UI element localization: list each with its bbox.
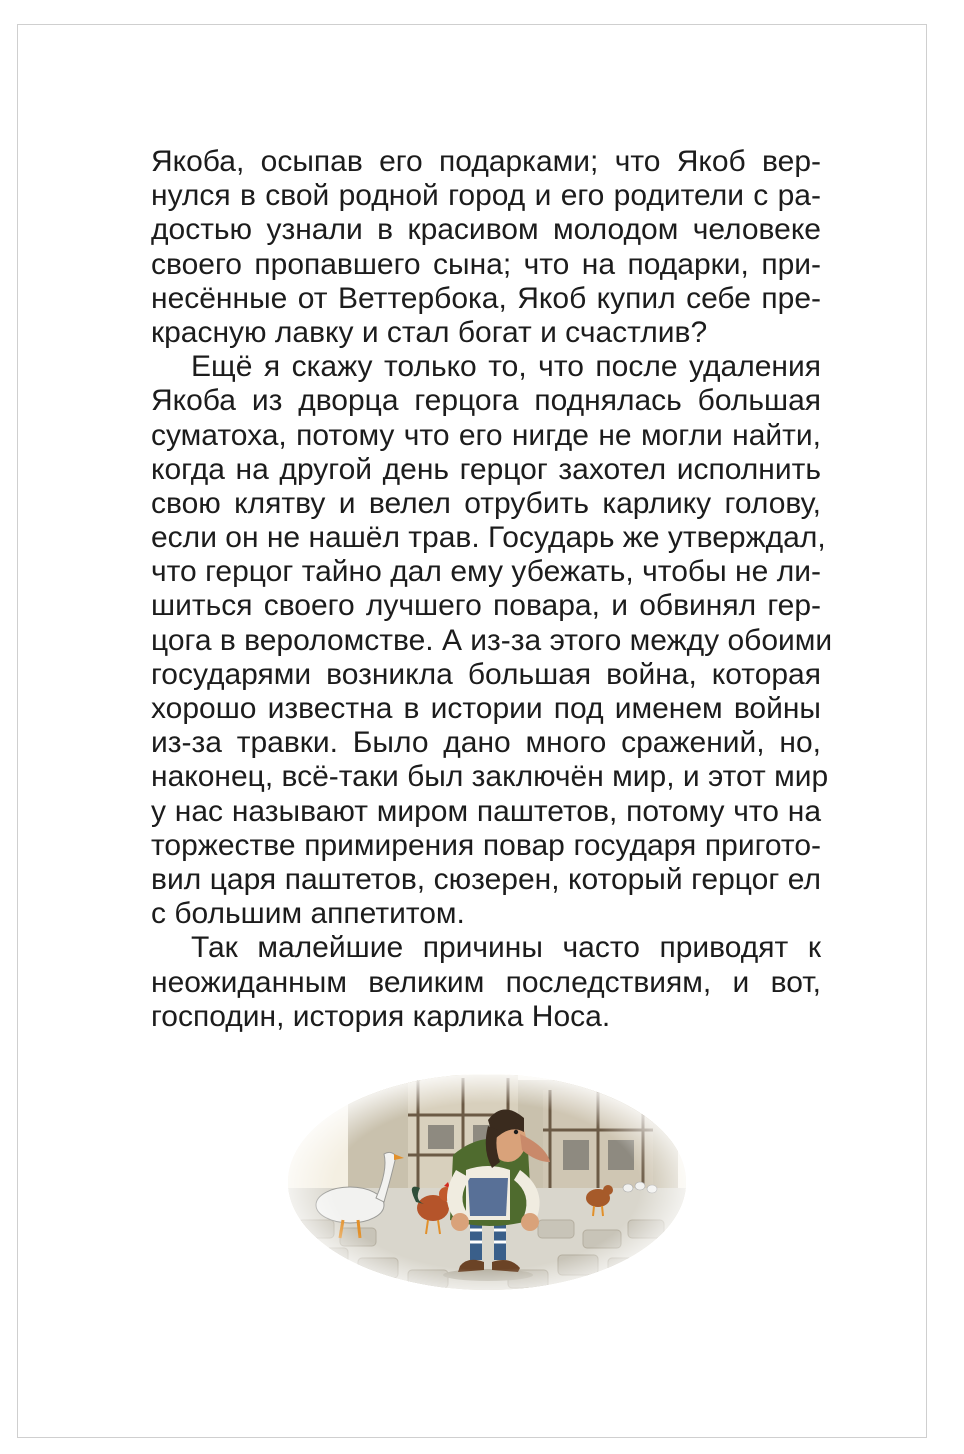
paragraph (151, 350, 833, 931)
text-line: хорошо известна в истории под именем войны (151, 692, 821, 725)
text-line: государями возникла большая война, которая (151, 657, 821, 691)
text-line: с большим аппетитом. (151, 897, 465, 931)
text-line: суматоха, потому что его нигде не могли найти, (151, 418, 821, 452)
text-line: когда на другой день герцог захотел исполнить (151, 452, 821, 486)
text-line: у нас называют миром паштетов, потому что на (151, 794, 821, 828)
text-line: неожиданным великим последствиям, и вот, (151, 965, 821, 999)
text-line: свою клятву и велел отрубить карлику голову, (151, 486, 821, 520)
text-line: из-за травки. Было дано много сражений, но, (151, 726, 821, 760)
text-line: достью узнали в красивом молодом человеке (151, 213, 821, 247)
text-line: если он не нашёл трав. Государь же утверждал, (151, 521, 826, 555)
text-line: что герцог тайно дал ему убежать, чтобы не ли- (151, 555, 821, 589)
text-line: своего пропавшего сына; что на подарки, при- (151, 247, 821, 281)
text-line: Так малейшие причины часто приводят к (191, 931, 821, 965)
text-line: вил царя паштетов, сюзерен, который герцог ел (151, 862, 821, 896)
text-line: торжестве примирения повар государя пригото- (151, 828, 821, 862)
paragraph (151, 931, 821, 1034)
text-line: шиться своего лучшего повара, и обвинял гер- (151, 589, 821, 623)
paragraph (151, 145, 821, 350)
text-line: нулся в свой родной город и его родители с ра- (151, 179, 821, 213)
dwarf-nose-courtyard-illustration (288, 1070, 686, 1292)
text-line: господин, история карлика Носа. (151, 999, 611, 1033)
text-line: наконец, всё-таки был заключён мир, и этот мир (151, 760, 829, 794)
text-line: красную лавку и стал богат и счастлив? (151, 315, 708, 349)
text-line: цога в вероломстве. А из-за этого между обоими (151, 623, 833, 657)
text-line: Якоба из дворца герцога поднялась большая (151, 384, 821, 418)
text-line: несённые от Веттербока, Якоб купил себе пре- (151, 281, 821, 315)
text-line: Якоба, осыпав его подарками; что Якоб вер- (151, 145, 821, 178)
text-line: Ещё я скажу только то, что после удаления (191, 350, 821, 384)
story-text (151, 145, 833, 1034)
